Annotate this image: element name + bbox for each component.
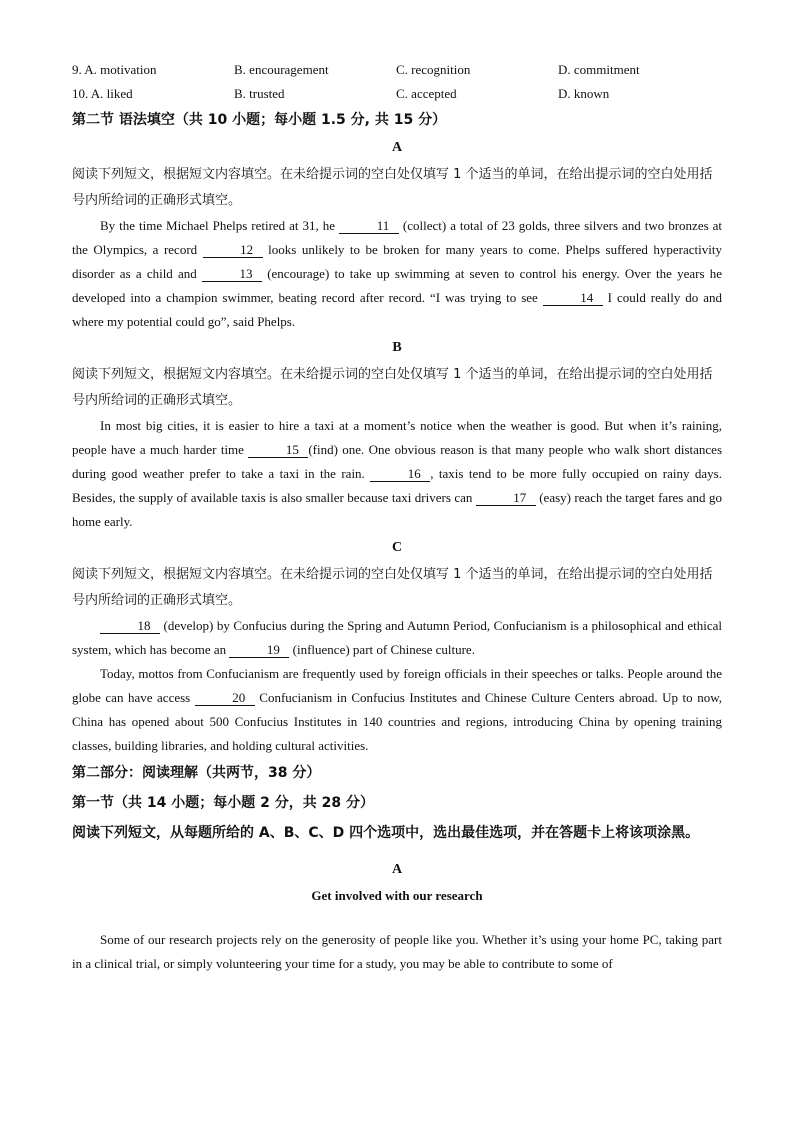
blank-17[interactable]: 17 [476, 491, 536, 506]
options-row-9 [72, 58, 722, 82]
section1-title: 第一节（共 14 小题；每小题 2 分，共 28 分） [72, 795, 374, 811]
instruction-b: 阅读下列短文，根据短文内容填空。在未给提示词的空白处仅填写 1 个适当的单词，在给出提示词的空白处用括号内所给词的正确形式填空。 [72, 367, 713, 408]
option-10c: C. accepted [396, 86, 457, 101]
passage-c-letter: C [391, 540, 403, 555]
blank-20[interactable]: 20 [195, 691, 255, 706]
option-9d: D. commitment [558, 62, 640, 77]
part2-title: 第二部分：阅读理解（共两节，38 分） [72, 765, 321, 781]
option-9c: C. recognition [396, 62, 471, 77]
blank-13[interactable]: 13 [202, 267, 262, 282]
section2-title: 第二节 语法填空（共 10 小题；每小题 1.5 分, 共 15 分） [72, 112, 447, 128]
blank-14[interactable]: 14 [543, 291, 603, 306]
option-10a: 10. A. liked [72, 86, 133, 101]
blank-12[interactable]: 12 [203, 243, 263, 258]
option-10d: D. known [558, 86, 610, 101]
passage-b-text: In most big cities, it is easier to hire a taxi at a moment’s notice when the weather is good. But when it’s raining, people have a much harder time 15 (find) one. One obvious reason is that many people who walk short distances during good weather prefer to take a taxi in the rain. 16 , taxis tend to be more fully occupied on rainy days. Besides, the supply of available taxis is also smaller because taxi drivers can 17 (easy) reach the target fares and go home early. [72, 418, 722, 529]
passage-a-letter: A [391, 140, 403, 155]
reading-a-para: Some of our research projects rely on the generosity of people like you. Whether it’s using your home PC, taking part in a clinical trial, or simply volunteering your time for a study, you may be able to contribute to some of [72, 932, 722, 971]
blank-19[interactable]: 19 [229, 643, 289, 658]
option-9b: B. encouragement [234, 62, 329, 77]
instruction-a: 阅读下列短文，根据短文内容填空。在未给提示词的空白处仅填写 1 个适当的单词，在给出提示词的空白处用括号内所给词的正确形式填空。 [72, 167, 713, 208]
blank-11[interactable]: 11 [339, 219, 399, 234]
exam-page [72, 58, 722, 976]
option-10b: B. trusted [234, 86, 285, 101]
passage-c-para1: 18 (develop) by Confucius during the Spring and Autumn Period, Confucianism is a philosophical and ethical system, which has become an 19 (influence) part of Chinese culture. [72, 618, 722, 657]
passage-a-text: By the time Michael Phelps retired at 31, he 11 (collect) a total of 23 golds, three silvers and two bronzes at the Olympics, a record 12 looks unlikely to be broken for many years to come. Phelps suffered hyperactivity disorder as a child and 13 (encourage) to take up swimming at seven to control his energy. Over the years he developed into a champion swimmer, beating record after record. “I was trying to see 14 I could really do and where my potential could go”, said Phelps. [72, 218, 723, 329]
reading-instruction: 阅读下列短文，从每题所给的 A、B、C、D 四个选项中，选出最佳选项，并在答题卡上将该项涂黑。 [72, 825, 700, 841]
blank-16[interactable]: 16 [370, 467, 430, 482]
options-row-10 [72, 82, 722, 106]
reading-a-letter: A [391, 862, 403, 877]
blank-15[interactable]: 15 [248, 443, 308, 458]
instruction-c: 阅读下列短文，根据短文内容填空。在未给提示词的空白处仅填写 1 个适当的单词，在给出提示词的空白处用括号内所给词的正确形式填空。 [72, 567, 713, 608]
reading-a-title: Get involved with our research [311, 888, 483, 903]
blank-18[interactable]: 18 [100, 619, 160, 634]
option-9a: 9. A. motivation [72, 62, 157, 77]
passage-c-para2: Today, mottos from Confucianism are frequently used by foreign officials in their speeches or talks. People around the globe can have access 20 Confucianism in Confucius Institutes and Chinese Culture Centers abroad. Up to now, China has opened about 500 Confucius Institutes in 140 countries and regions, introducing China by opening training classes, building libraries, and holding cultural activities. [72, 666, 722, 753]
passage-b-letter: B [392, 340, 402, 355]
